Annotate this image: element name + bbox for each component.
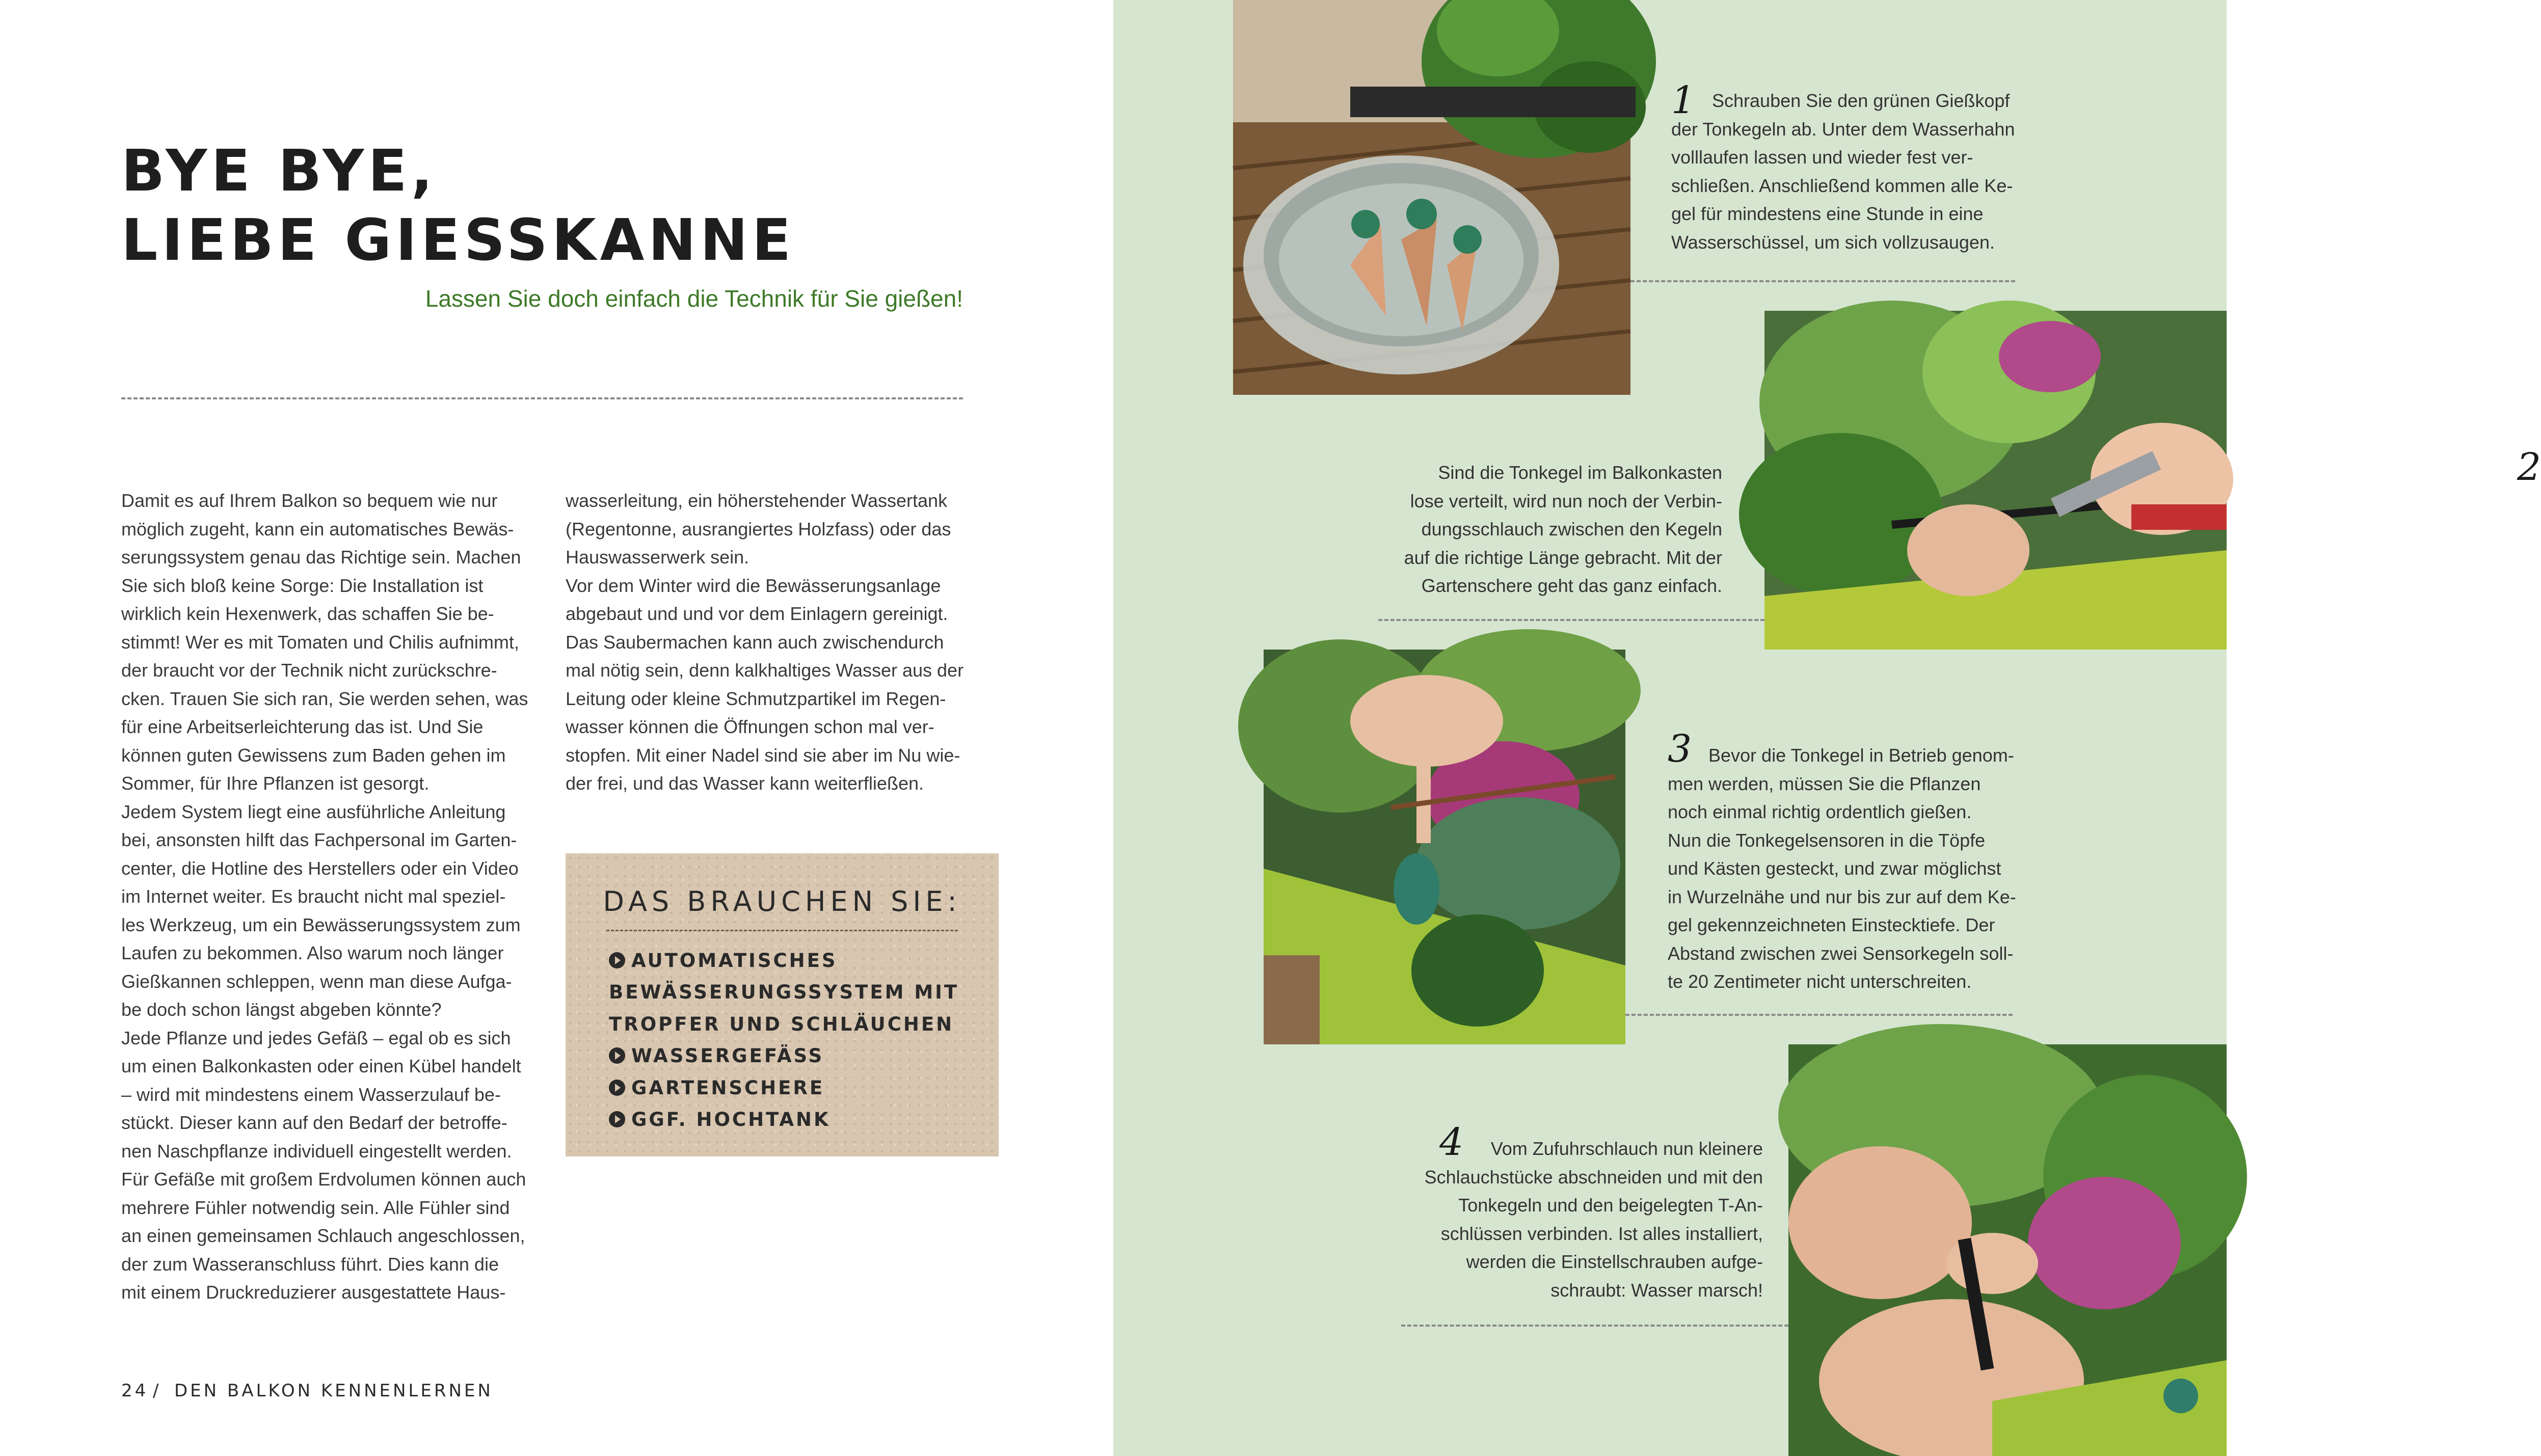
text-line: Tonkegeln und den beigelegten T-An- — [1458, 1195, 1763, 1216]
text-line: Vor dem Winter wird die Bewässerungsanlage — [566, 575, 941, 596]
text-line: Wasserschüssel, um sich vollzusaugen. — [1671, 231, 1995, 253]
text-line: werden die Einstellschrauben aufge- — [1466, 1251, 1763, 1272]
section-divider — [121, 397, 963, 399]
text-line: stopfen. Mit einer Nadel sind sie aber im Nu wie- — [566, 744, 960, 766]
photo-inserting-cone — [1264, 650, 1625, 1044]
step-divider — [1625, 1014, 2013, 1016]
text-line: serungssystem genau das Richtige sein. Machen — [121, 547, 521, 568]
text-line: men werden, müssen Sie die Pflanzen — [1668, 773, 1981, 794]
photo-cutting-hose — [1764, 311, 2227, 650]
title-line: LIEBE GIESSKANNE — [121, 207, 795, 274]
text-line: nen Naschpflanze individuell eingestellt werden. — [121, 1140, 512, 1162]
text-line: Sie sich bloß keine Sorge: Die Installation ist — [121, 575, 484, 596]
materials-item-text: TROPFER UND SCHLÄUCHEN — [609, 1013, 954, 1035]
step-number-2: 2 — [2517, 445, 2541, 489]
text-line: mal nötig sein, denn kalkhaltiges Wasser aus der — [566, 660, 964, 681]
step-4-text — [1327, 1135, 1763, 1304]
text-line: Sind die Tonkegel im Balkonkasten — [1438, 462, 1722, 483]
text-line: les Werkzeug, um ein Bewässerungssystem zum — [121, 914, 521, 935]
play-bullet-icon — [609, 1111, 625, 1127]
text-line: Jede Pflanze und jedes Gefäß – egal ob es sich — [121, 1027, 511, 1048]
text-line: abgebaut und und vor dem Einlagern gereinigt. — [566, 603, 948, 624]
text-line: wasser können die Öffnungen schon mal ver- — [566, 716, 934, 737]
text-line: stückt. Dieser kann auf den Bedarf der betroffe- — [121, 1112, 507, 1133]
play-bullet-icon — [609, 952, 625, 968]
text-line: te 20 Zentimeter nicht unterschreiten. — [1668, 971, 1972, 992]
text-line: volllaufen lassen und wieder fest ver- — [1671, 147, 1973, 168]
text-line: Jedem System liegt eine ausführliche Anleitung — [121, 801, 506, 822]
page-subtitle: Lassen Sie doch einfach die Technik für Sie gießen! — [425, 285, 963, 312]
text-line: (Regentonne, ausrangiertes Holzfass) oder das — [566, 518, 951, 540]
materials-item-text: BEWÄSSERUNGSSYSTEM MIT — [609, 981, 959, 1004]
text-line: gel gekennzeichneten Einstecktiefe. Der — [1668, 914, 1995, 935]
materials-box — [566, 853, 999, 1156]
materials-item — [609, 1040, 976, 1072]
text-line: wirklich kein Hexenwerk, das schaffen Sie be- — [121, 603, 494, 624]
page-title — [121, 137, 795, 275]
text-line: der Tonkegeln ab. Unter dem Wasserhahn — [1671, 118, 2015, 140]
step-number-1: 1 — [1671, 78, 1696, 122]
text-line: Leitung oder kleine Schmutzpartikel im Regen- — [566, 688, 946, 709]
title-line: BYE BYE, — [121, 138, 437, 204]
left-page — [0, 0, 1113, 1456]
text-line: im Internet weiter. Es braucht nicht mal speziel- — [121, 886, 506, 907]
materials-item-text: WASSERGEFÄSS — [631, 1045, 824, 1067]
text-line: Bevor die Tonkegel in Betrieb genom- — [1708, 745, 2014, 766]
text-line: Nun die Tonkegelsensoren in die Töpfe — [1668, 829, 1986, 851]
step-number-4: 4 — [1439, 1120, 1464, 1164]
step-number-3: 3 — [1668, 727, 1692, 771]
right-page — [1113, 0, 2541, 1456]
text-line: gel für mindestens eine Stunde in eine — [1671, 203, 1984, 224]
text-line: Vom Zufuhrschlauch nun kleinere — [1490, 1138, 1763, 1159]
text-line: um einen Balkonkasten oder einen Kübel handelt — [121, 1056, 521, 1076]
text-line: wasserleitung, ein höherstehender Wassertank — [566, 490, 948, 511]
materials-box-title: DAS BRAUCHEN SIE: — [603, 885, 961, 918]
photo-cones-in-water-bowl — [1233, 0, 1630, 395]
page-number: 24 — [121, 1381, 149, 1401]
step-2-text — [1309, 459, 1722, 600]
text-line: schließen. Anschließend kommen alle Ke- — [1671, 175, 2013, 196]
step-3-text — [1668, 741, 2065, 996]
step-divider — [1401, 1325, 1788, 1327]
step-divider — [1378, 619, 1764, 621]
text-line: Abstand zwischen zwei Sensorkegeln soll- — [1668, 942, 2014, 964]
text-line: Das Saubermachen kann auch zwischendurch — [566, 631, 944, 653]
text-line: Schrauben Sie den grünen Gießkopf — [1712, 90, 2010, 111]
text-line: stimmt! Wer es mit Tomaten und Chilis aufnimmt, — [121, 631, 519, 653]
text-line: in Wurzelnähe und nur bis zur auf dem Ke- — [1668, 886, 2016, 907]
footer-separator: / — [153, 1381, 162, 1401]
text-line: – wird mit mindestens einem Wasserzulauf be- — [121, 1084, 501, 1105]
text-line: für eine Arbeitserleichterung das ist. Und Sie — [121, 716, 484, 737]
text-line: Für Gefäße mit großem Erdvolumen können auch — [121, 1169, 526, 1190]
text-line: center, die Hotline des Herstellers oder ein Video — [121, 857, 519, 879]
materials-item — [609, 1072, 976, 1104]
text-line: Gartenschere geht das ganz einfach. — [1421, 575, 1722, 596]
materials-item-text: AUTOMATISCHES — [631, 950, 838, 972]
footer-section-title: DEN BALKON KENNENLERNEN — [174, 1381, 493, 1401]
text-line: Schlauchstücke abschneiden und mit den — [1424, 1166, 1763, 1188]
text-line: möglich zugeht, kann ein automatisches Bewäs- — [121, 518, 514, 540]
text-line: mehrere Fühler notwendig sein. Alle Fühler sind — [121, 1197, 510, 1218]
text-line: an einen gemeinsamen Schlauch angeschlossen, — [121, 1225, 525, 1246]
text-line: bei, ansonsten hilft das Fachpersonal im Garten- — [121, 829, 517, 850]
text-line: cken. Trauen Sie sich ran, Sie werden sehen, was — [121, 688, 528, 709]
text-line: schraubt: Wasser marsch! — [1550, 1279, 1763, 1301]
play-bullet-icon — [609, 1080, 625, 1096]
text-line: der frei, und das Wasser kann weiterfließen. — [566, 773, 924, 794]
text-line: der braucht vor der Technik nicht zurückschre- — [121, 660, 497, 681]
text-line: be doch schon längst abgeben könnte? — [121, 999, 442, 1020]
text-line: Damit es auf Ihrem Balkon so bequem wie nur — [121, 490, 498, 511]
text-line: schlüssen verbinden. Ist alles installiert, — [1440, 1223, 1763, 1244]
text-line: und Kästen gesteckt, und zwar möglichst — [1668, 858, 2001, 879]
materials-box-divider — [606, 930, 958, 931]
text-line: Sommer, für Ihre Pflanzen ist gesorgt. — [121, 773, 430, 794]
text-line: dungsschlauch zwischen den Kegeln — [1421, 519, 1722, 540]
text-line: Gießkannen schleppen, wenn man diese Aufga- — [121, 970, 512, 992]
materials-item-text: GGF. HOCHTANK — [631, 1109, 831, 1131]
text-line: können guten Gewissens zum Baden gehen im — [121, 744, 506, 766]
text-line: Laufen zu bekommen. Also warum noch länger — [121, 942, 504, 963]
materials-item — [609, 1104, 976, 1136]
body-column-2 — [566, 487, 983, 798]
step-divider — [1630, 280, 2015, 282]
materials-item — [609, 945, 976, 1040]
text-line: Hauswasserwerk sein. — [566, 547, 750, 568]
text-line: auf die richtige Länge gebracht. Mit der — [1404, 547, 1722, 568]
body-column-1 — [121, 487, 529, 1307]
play-bullet-icon — [609, 1047, 625, 1064]
text-line: noch einmal richtig ordentlich gießen. — [1668, 801, 1972, 822]
step-1-text — [1671, 87, 2028, 256]
materials-item-text: GARTENSCHERE — [631, 1076, 825, 1099]
text-line: der zum Wasseranschluss führt. Dies kann die — [121, 1253, 499, 1275]
text-line: mit einem Druckreduzierer ausgestattete Haus- — [121, 1282, 506, 1303]
text-line: lose verteilt, wird nun noch der Verbin- — [1410, 490, 1722, 511]
materials-list — [609, 945, 976, 1136]
photo-connecting-hose — [1788, 1044, 2227, 1456]
